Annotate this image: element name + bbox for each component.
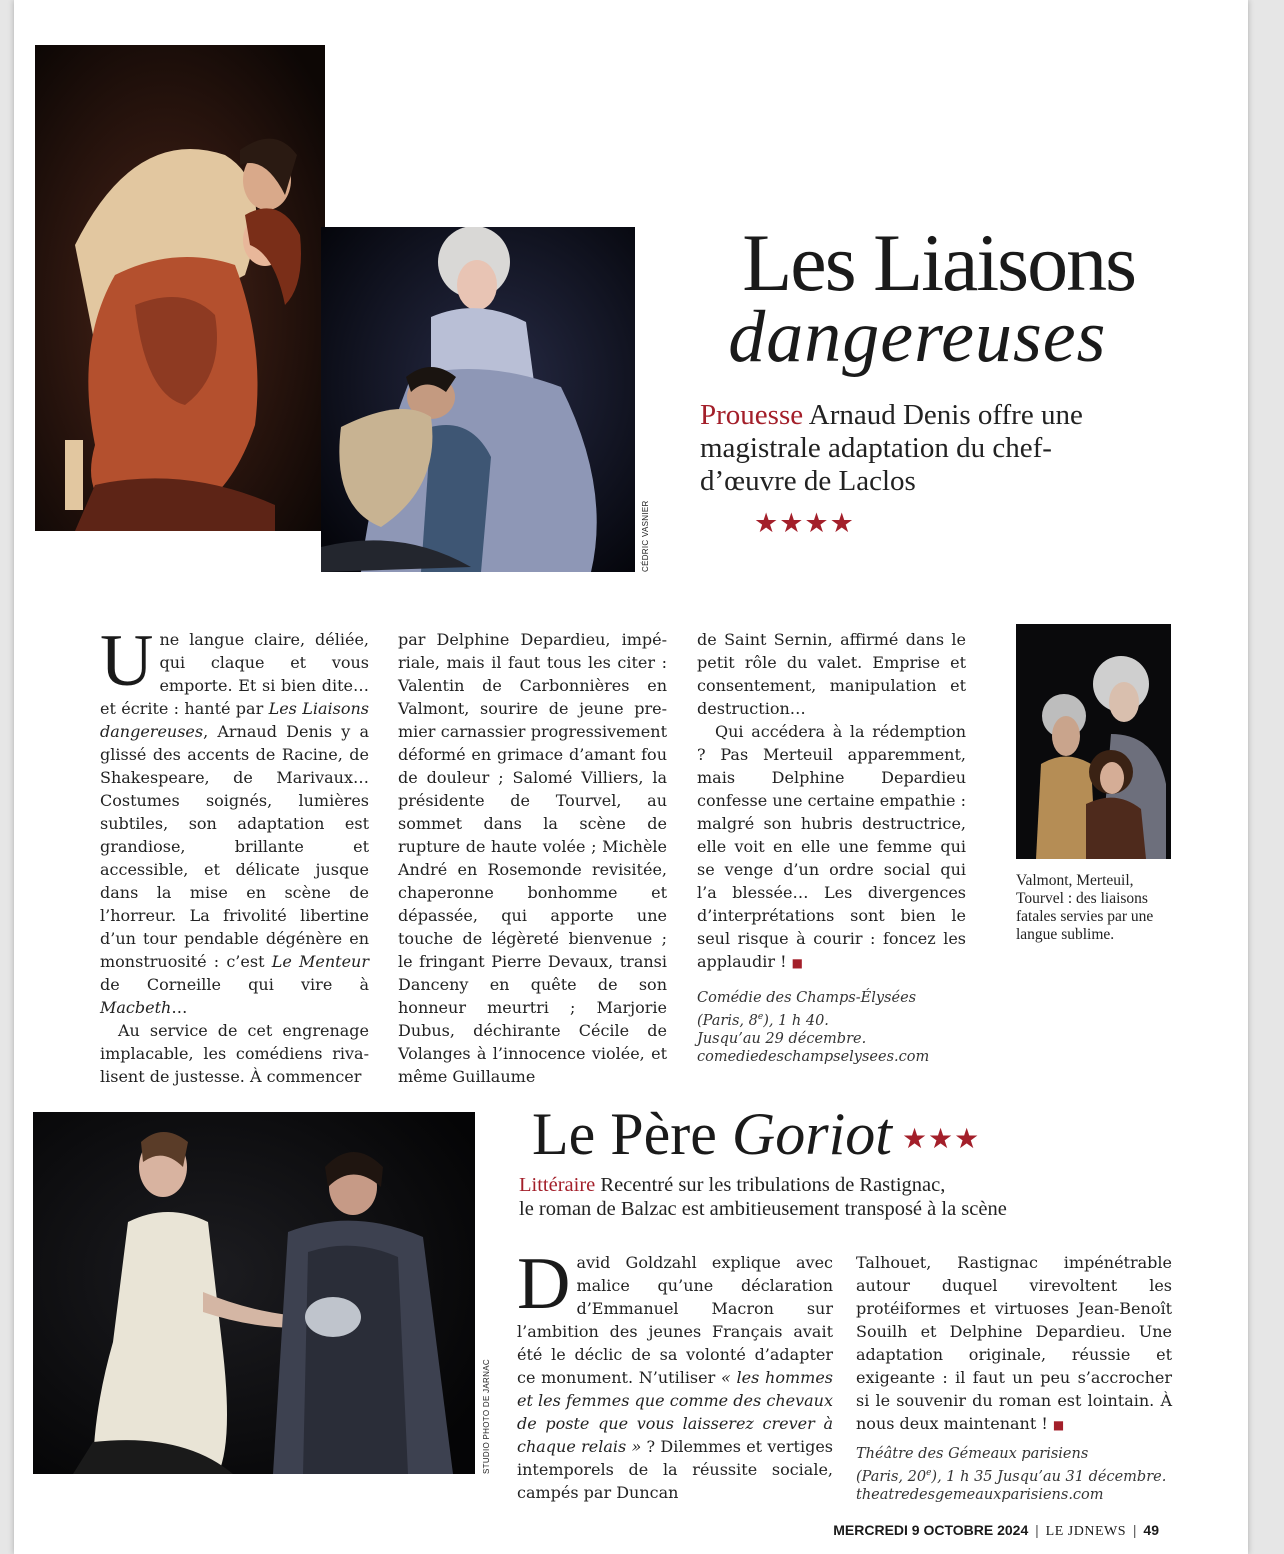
magazine-page xyxy=(14,0,1248,1554)
kicker-text-2: Recentré sur les tribulations de Rastignac, xyxy=(600,1174,946,1196)
venue-website: comediedeschampselysees.com xyxy=(697,1049,930,1066)
kicker-text-2b: le roman de Balzac est ambitieusement transposé à la scène xyxy=(519,1198,1007,1220)
issue-date: MERCREDI 9 OCTOBRE 2024 xyxy=(833,1522,1029,1538)
body-text: avid Goldzahl explique avec malice qu’une déclaration d’Emmanuel Macron sur l’ambition des jeunes Français avait été le déclic de sa volonté d’adapter ce monument. N’utiliser xyxy=(517,1253,833,1387)
venue-duration: ), 1 h 35 Jusqu’au 31 décembre. xyxy=(931,1468,1167,1485)
rating-stars: ★★★★ xyxy=(754,508,855,539)
drop-cap: U xyxy=(100,620,154,702)
kicker-label: Prouesse xyxy=(700,399,804,431)
venue-website: theatredesgemeauxparisiens.com xyxy=(856,1486,1104,1503)
body-paragraph: Au service de cet engrenage implacable, les comédiens rivalisent de justesse. À commencer xyxy=(100,1021,369,1086)
photo-credit: CÉDRIC VASNIER xyxy=(641,500,650,572)
rating-stars-2: ★★★ xyxy=(901,1124,981,1156)
footer-separator: | xyxy=(1132,1522,1137,1538)
page-number: 49 xyxy=(1143,1522,1159,1538)
quote-text: « les hommes et les femmes que comme des chevaux de poste que vous laisserez crever à chaque relais » xyxy=(517,1368,834,1456)
article-kicker xyxy=(700,399,1110,498)
kicker-label-2: Littéraire xyxy=(519,1174,596,1196)
body-text: ? Dilemmes et vertiges intemporels de la réussite sociale, campés par Duncan xyxy=(517,1437,834,1502)
venue-info xyxy=(697,989,966,1067)
venue-location: (Paris, 20 xyxy=(856,1468,927,1485)
footer-separator: | xyxy=(1035,1522,1039,1538)
title-line-2: dangereuses xyxy=(728,296,1107,378)
body-text: , Arnaud Denis y a glissé des accents de Racine, de Shakespeare, de Marivaux… Costumes soignés, lumières subtiles, son adaptation est grandiose, brillante et accessible, et délicate jusque dans la mise en scène de l’horreur. La frivolité libertine d’un tour pendable dégénère en monstruosité : c’est xyxy=(100,722,369,971)
photo-pere-goriot xyxy=(33,1112,475,1474)
page-footer xyxy=(833,1522,1159,1540)
work-title: Le Menteur xyxy=(271,952,369,971)
work-title: Les Liaisons dangereuses xyxy=(100,699,369,741)
body-text: … xyxy=(171,998,188,1017)
venue-name: Comédie des Champs-Élysées xyxy=(697,990,917,1006)
work-title: Macbeth xyxy=(100,998,172,1017)
body-paragraph: par Delphine Depardieu, impériale, mais il faut tous les citer : Valentin de Carbonnières en Valmont, sourire de jeune premier carnassier progressivement déformé en grimace d’amant fou de douleur ; Salomé Villiers, la présidente de Tourvel, au sommet dans la scène de rupture de haute volée ; Michèle André en Rosemonde revisitée, chaperonne bonhomme et dépassée, qui apporte une touche de légèreté bienvenue ; le fringant Pierre Devaux, transi Danceny en quête de son honneur meurtri ; Marjorie Dubus, déchirante Cécile de Volanges à l’innocence violée, et même Guillaume xyxy=(398,630,667,1086)
photo-merteuil-valmont xyxy=(321,227,635,572)
venue-name: Théâtre des Gémeaux parisiens xyxy=(856,1446,1089,1462)
article-2-column-2 xyxy=(856,1251,1172,1504)
body-text: ne langue claire, déliée, qui claque et vous emporte. Et si bien dite… et écrite : hanté par xyxy=(100,630,369,718)
drop-cap-2: D xyxy=(517,1243,571,1325)
venue-location: (Paris, 8 xyxy=(697,1012,758,1029)
title-line-1: Les Liaisons xyxy=(742,217,1135,308)
article-column-3 xyxy=(697,628,966,1067)
venue-duration: ), 1 h 40. xyxy=(763,1012,829,1029)
body-text: Talhouet, Rastignac impénétrable autour duquel virevoltent les protéiformes et virtuoses Jean-Benoît Souilh et Delphine Depardieu. Une adaptation originale, réussie et exigeante : il faut un peu s’accrocher si le souvenir du roman est lointain. À nous deux maintenant ! xyxy=(856,1253,1172,1433)
title-part: Le Père xyxy=(532,1101,732,1167)
title-part-italic: Goriot xyxy=(731,1101,892,1167)
superscript: e xyxy=(926,1467,932,1478)
photo-valmont-tourvel xyxy=(35,45,325,531)
article-column-1 xyxy=(100,620,369,1088)
end-mark-icon: ■ xyxy=(791,956,803,970)
photo-poster-trio xyxy=(1016,624,1171,859)
article-2-column-1 xyxy=(517,1243,834,1504)
end-mark-icon: ■ xyxy=(1052,1418,1065,1432)
venue-dates: Jusqu’au 29 décembre. xyxy=(697,1030,867,1047)
article-title xyxy=(728,217,1135,378)
body-text: de Corneille qui vire à xyxy=(100,975,369,994)
superscript: e xyxy=(757,1011,764,1022)
article-2-kicker xyxy=(519,1173,1079,1221)
venue-info-2 xyxy=(856,1445,1172,1504)
kicker-text: Arnaud Denis offre une magistrale adaptation du chef-d’œuvre de Laclos xyxy=(700,399,1083,497)
body-paragraph: de Saint Sernin, affirmé dans le petit rôle du valet. Emprise et consentement, manipulation et destruction… xyxy=(697,630,966,718)
article-column-2 xyxy=(398,628,667,1088)
photo-caption: Valmont, Merteuil, Tourvel : des liaisons fatales servies par une langue sublime. xyxy=(1016,872,1154,943)
body-text: Qui accédera à la rédemption ? Pas Merteuil apparemment, mais Delphine Depardieu confesse une certaine empathie : malgré son hubris destructrice, elle voit en elle une femme qui se venge d’un ordre social qui l’a blessée… Les divergences d’interprétations sont bien le seul risque à courir : foncez les applaudir ! xyxy=(697,722,966,971)
publication-name: LE JDNEWS xyxy=(1045,1524,1126,1539)
photo-credit-2: STUDIO PHOTO DE JARNAC xyxy=(482,1359,491,1474)
article-2-title xyxy=(532,1101,981,1167)
